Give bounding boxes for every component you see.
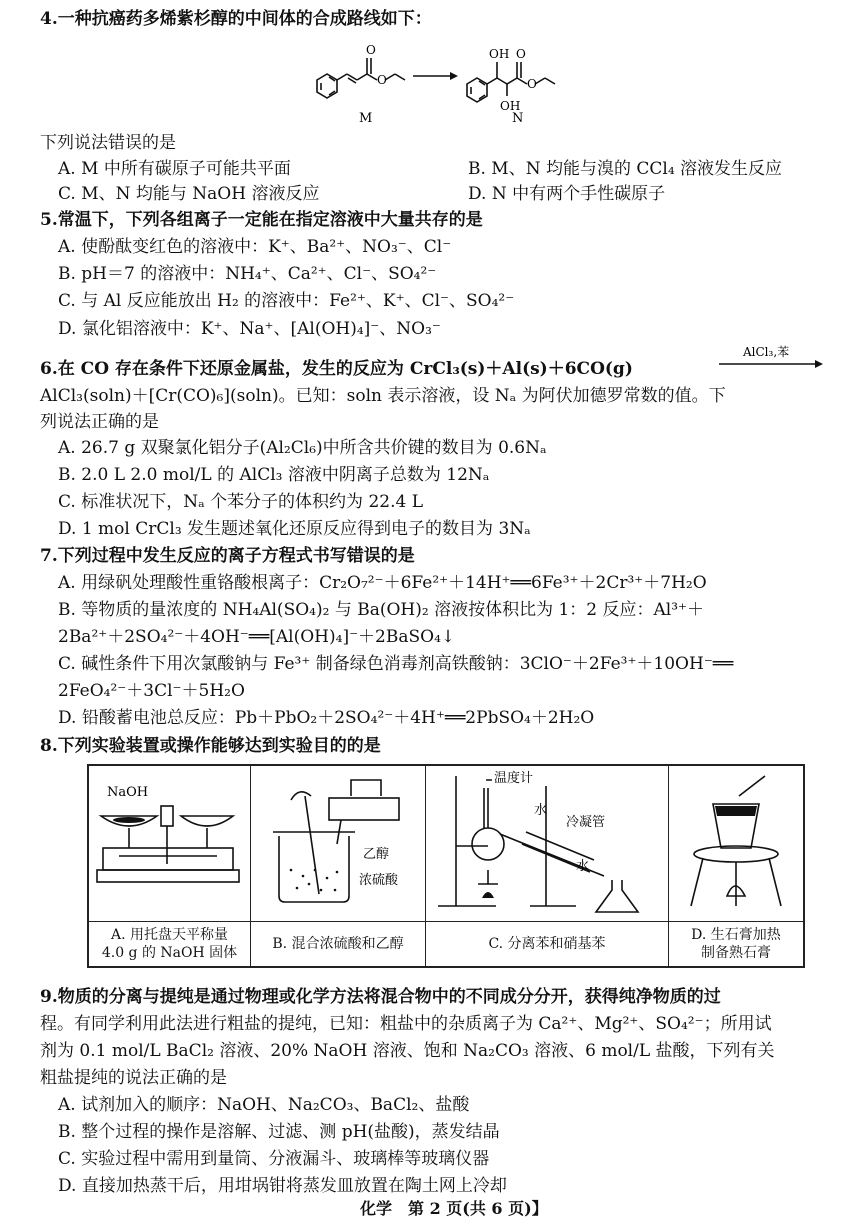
q6-line3: 列说法正确的是 — [40, 412, 159, 432]
q4-option-b[interactable]: B. M、N 均能与溴的 CCl₄ 溶液发生反应 — [468, 159, 783, 179]
molecule-m — [317, 58, 405, 98]
reaction-arrow — [715, 344, 825, 374]
q7-option-b-line1[interactable]: B. 等物质的量浓度的 NH₄Al(SO₄)₂ 与 Ba(OH)₂ 溶液按体积比为 1：2 反应：Al³⁺＋ — [58, 600, 705, 620]
q7-option-b-line2[interactable]: 2Ba²⁺＋2SO₄²⁻＋4OH⁻══[Al(OH)₄]⁻＋2BaSO₄↓ — [58, 627, 456, 647]
q7-option-d[interactable]: D. 铅酸蓄电池总反应：Pb＋PbO₂＋2SO₄²⁻＋4H⁺══2PbSO₄＋2H₂O — [58, 708, 595, 728]
q7-option-c-line2[interactable]: 2FeO₄²⁻＋3Cl⁻＋5H₂O — [58, 681, 245, 701]
q7-stem: 7.下列过程中发生反应的离子方程式书写错误的是 — [40, 546, 415, 566]
q6-option-c[interactable]: C. 标准状况下，Nₐ 个苯分子的体积约为 22.4 L — [58, 492, 423, 512]
q9-option-d[interactable]: D. 直接加热蒸干后，用坩埚钳将蒸发皿放置在陶土网上冷却 — [58, 1176, 507, 1196]
q7-option-a[interactable]: A. 用绿矾处理酸性重铬酸根离子：Cr₂O₇²⁻＋6Fe²⁺＋14H⁺══6Fe³⁺＋2Cr³⁺＋7H₂O — [58, 573, 707, 593]
svg-text:O: O — [527, 77, 537, 91]
svg-text:O: O — [377, 73, 387, 87]
label-oh-bottom: OH — [500, 99, 521, 113]
q5-option-c[interactable]: C. 与 Al 反应能放出 H₂ 的溶液中：Fe²⁺、K⁺、Cl⁻、SO₄²⁻ — [58, 291, 515, 311]
q4-option-c[interactable]: C. M、N 均能与 NaOH 溶液反应 — [58, 184, 320, 204]
q4-option-a[interactable]: A. M 中所有碳原子可能共平面 — [58, 159, 291, 179]
label-m: M — [359, 111, 373, 126]
svg-text:O: O — [366, 43, 376, 57]
apparatus-d[interactable] — [669, 766, 803, 966]
caption-d: D. 生石膏加热 制备熟石膏 — [669, 921, 803, 966]
apparatus-b[interactable] — [251, 766, 426, 966]
arrow-label: AlCl₃,苯 — [743, 345, 790, 359]
q9-option-b[interactable]: B. 整个过程的操作是溶解、过滤、测 pH(盐酸)，蒸发结晶 — [58, 1122, 500, 1142]
q9-line2: 程。有同学利用此法进行粗盐的提纯，已知：粗盐中的杂质离子为 Ca²⁺、Mg²⁺、SO₄²⁻；所用试 — [40, 1014, 772, 1034]
svg-text:O: O — [516, 47, 526, 61]
q9-line3: 剂为 0.1 mol/L BaCl₂ 溶液、20% NaOH 溶液、饱和 Na₂CO₃ 溶液、6 mol/L 盐酸，下列有关 — [40, 1041, 775, 1061]
q9-line4: 粗盐提纯的说法正确的是 — [40, 1068, 227, 1088]
q8-stem: 8.下列实验装置或操作能够达到实验目的的是 — [40, 736, 381, 756]
page-footer: 化学 第 2 页(共 6 页)】 — [360, 1199, 548, 1218]
caption-b: B. 混合浓硫酸和乙醇 — [251, 921, 425, 966]
sulfuric-acid-label: 浓硫酸 — [359, 873, 399, 888]
q9-option-a[interactable]: A. 试剂加入的顺序：NaOH、Na₂CO₃、BaCl₂、盐酸 — [58, 1095, 470, 1115]
q6-line2: AlCl₃(soln)＋[Cr(CO)₆](soln)。已知：soln 表示溶液，设 Nₐ 为阿伏加德罗常数的值。下 — [40, 386, 726, 406]
caption-a: A. 用托盘天平称量 4.0 g 的 NaOH 固体 — [89, 921, 250, 966]
molecule-n — [467, 62, 555, 102]
q4-prompt: 下列说法错误的是 — [40, 133, 176, 153]
q7-option-c-line1[interactable]: C. 碱性条件下用次氯酸钠与 Fe³⁺ 制备绿色消毒剂高铁酸钠：3ClO⁻＋2Fe³⁺＋10OH⁻══ — [58, 654, 734, 674]
q5-option-b[interactable]: B. pH＝7 的溶液中：NH₄⁺、Ca²⁺、Cl⁻、SO₄²⁻ — [58, 264, 437, 284]
q6-line1: 6.在 CO 存在条件下还原金属盐，发生的反应为 CrCl₃(s)＋Al(s)＋6CO(g) — [40, 359, 633, 379]
q6-option-d[interactable]: D. 1 mol CrCl₃ 发生题述氧化还原反应得到电子的数目为 3Nₐ — [58, 519, 531, 539]
distillation-icon — [438, 776, 638, 912]
label-n: N — [512, 111, 524, 126]
q4-reaction-scheme — [295, 32, 585, 127]
apparatus-table — [87, 764, 805, 968]
balance-icon — [97, 806, 239, 882]
label-oh-top: OH — [489, 47, 510, 61]
q9-option-c[interactable]: C. 实验过程中需用到量筒、分液漏斗、玻璃棒等玻璃仪器 — [58, 1149, 490, 1169]
q5-option-d[interactable]: D. 氯化铝溶液中：K⁺、Na⁺、[Al(OH)₄]⁻、NO₃⁻ — [58, 319, 441, 339]
q4-option-d[interactable]: D. N 中有两个手性碳原子 — [468, 184, 666, 204]
caption-c: C. 分离苯和硝基苯 — [426, 921, 668, 966]
condenser-label: 冷凝管 — [566, 815, 606, 830]
water-out-label: 水 — [576, 859, 590, 874]
q6-option-b[interactable]: B. 2.0 L 2.0 mol/L 的 AlCl₃ 溶液中阴离子总数为 12Nₐ — [58, 465, 490, 485]
naoh-label: NaOH — [107, 785, 149, 800]
q9-line1: 9.物质的分离与提纯是通过物理或化学方法将混合物中的不同成分分开，获得纯净物质的过 — [40, 987, 721, 1007]
ethanol-label: 乙醇 — [363, 847, 390, 862]
q5-stem: 5.常温下，下列各组离子一定能在指定溶液中大量共存的是 — [40, 210, 483, 230]
q6-option-a[interactable]: A. 26.7 g 双聚氯化铝分子(Al₂Cl₆)中所含共价键的数目为 0.6Nₐ — [58, 438, 547, 458]
thermometer-label: 温度计 — [494, 771, 534, 786]
apparatus-c[interactable] — [426, 766, 669, 966]
water-in-label: 水 — [534, 803, 548, 818]
crucible-icon — [691, 776, 781, 906]
q5-option-a[interactable]: A. 使酚酞变红色的溶液中：K⁺、Ba²⁺、NO₃⁻、Cl⁻ — [58, 237, 452, 257]
apparatus-a[interactable] — [89, 766, 251, 966]
q4-stem: 4.一种抗癌药多烯紫杉醇的中间体的合成路线如下： — [40, 9, 432, 29]
